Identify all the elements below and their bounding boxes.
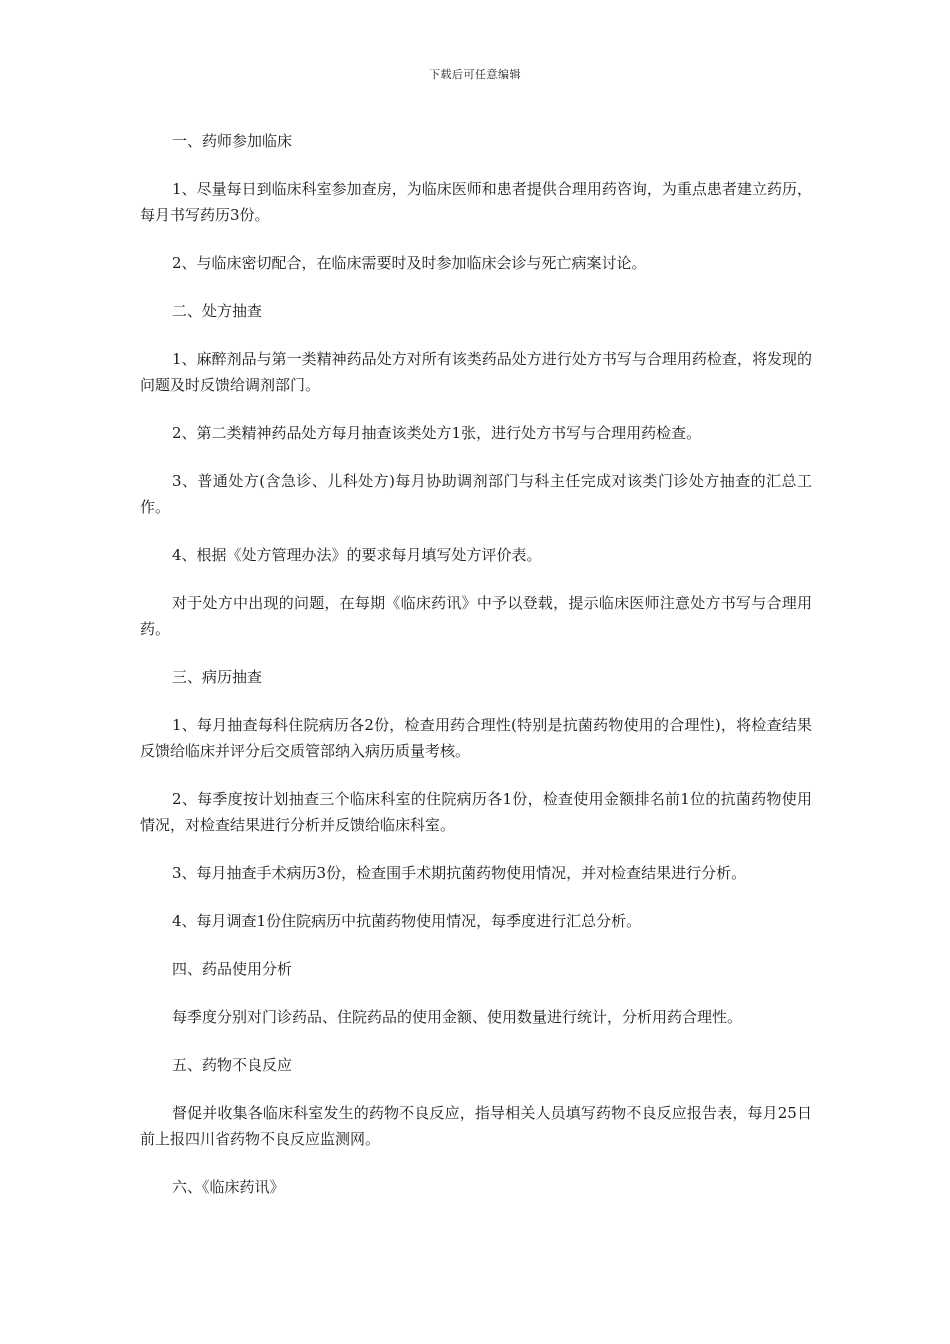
paragraph: 1、尽量每日到临床科室参加查房，为临床医师和患者提供合理用药咨询，为重点患者建立药历，每月书写药历3份。 [140,180,812,224]
paragraph: 督促并收集各临床科室发生的药物不良反应，指导相关人员填写药物不良反应报告表，每月25日前上报四川省药物不良反应监测网。 [140,1104,812,1148]
paragraph: 3、每月抽查手术病历3份，检查围手术期抗菌药物使用情况，并对检查结果进行分析。 [172,864,747,882]
paragraph: 1、每月抽查每科住院病历各2份，检查用药合理性(特别是抗菌药物使用的合理性)，将检查结果反馈给临床并评分后交质管部纳入病历质量考核。 [140,716,812,760]
section-heading: 六、《临床药讯》 [172,1178,285,1196]
paragraph: 对于处方中出现的问题，在每期《临床药讯》中予以登载，提示临床医师注意处方书写与合理用药。 [140,594,812,638]
document-body [140,128,812,1222]
paragraph: 4、每月调查1份住院病历中抗菌药物使用情况，每季度进行汇总分析。 [172,912,642,930]
paragraph: 1、麻醉剂品与第一类精神药品处方对所有该类药品处方进行处方书写与合理用药检查，将发现的问题及时反馈给调剂部门。 [140,350,812,394]
paragraph: 2、与临床密切配合，在临床需要时及时参加临床会诊与死亡病案讨论。 [172,254,647,272]
section-heading: 三、病历抽查 [172,668,263,686]
paragraph: 2、第二类精神药品处方每月抽查该类处方1张，进行处方书写与合理用药检查。 [172,424,702,442]
section-heading: 四、药品使用分析 [172,960,293,978]
paragraph: 每季度分别对门诊药品、住院药品的使用金额、使用数量进行统计，分析用药合理性。 [172,1008,743,1026]
paragraph: 3、普通处方(含急诊、儿科处方)每月协助调剂部门与科主任完成对该类门诊处方抽查的汇总工作。 [140,472,812,516]
section-heading: 一、药师参加临床 [172,132,293,150]
paragraph: 2、每季度按计划抽查三个临床科室的住院病历各1份，检查使用金额排名前1位的抗菌药物使用情况，对检查结果进行分析并反馈给临床科室。 [140,790,812,834]
section-heading: 五、药物不良反应 [172,1056,293,1074]
paragraph: 4、根据《处方管理办法》的要求每月填写处方评价表。 [172,546,542,564]
section-heading: 二、处方抽查 [172,302,263,320]
header-note: 下载后可任意编辑 [429,68,521,81]
